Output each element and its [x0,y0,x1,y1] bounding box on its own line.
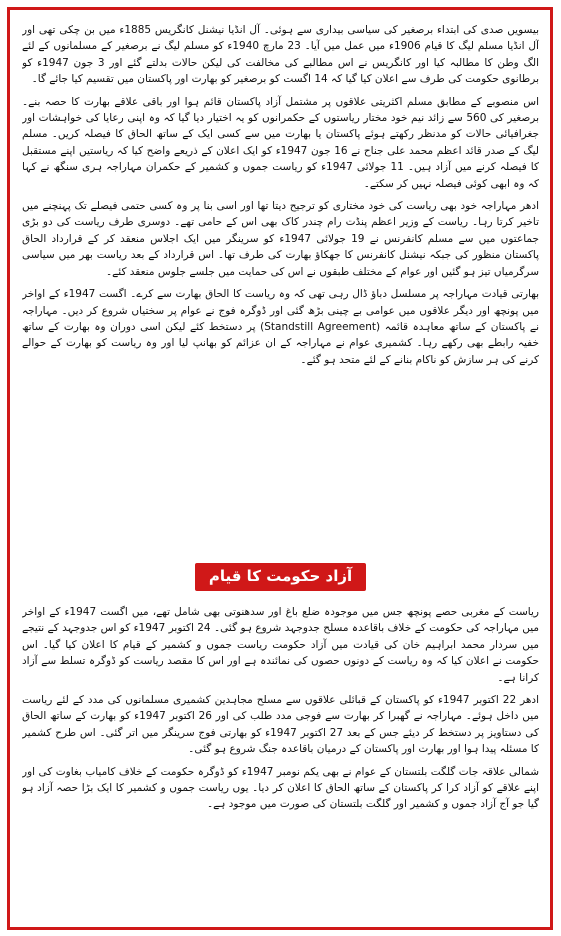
section-partition-text [22,22,539,550]
paragraph: بیسویں صدی کی ابتداء برصغیر کی سیاسی بیداری سے ہوئی۔ آل انڈیا نیشنل کانگریس 1885ء میں بن چکی تھی اور آل انڈیا مسلم لیگ کا قیام 1906ء میں عمل میں آیا۔ 23 مارچ 1940ء کو مسلم لیگ نے برصغیر کے مسلمانوں کے لئے الگ وطن کا مطالبہ کیا اور کانگریس نے اس مطالبے کی مخالفت کی لیکن حالات بدلتے گئے اور 3 جون 1947ء کو برطانوی حکومت کی طرف سے اعلان کیا گیا کہ 14 اگست کو برصغیر کو بھارت اور پاکستان میں تقسیم کیا جائے گا۔ [22,24,539,86]
paragraph: اس منصوبے کے مطابق مسلم اکثریتی علاقوں پر مشتمل آزاد پاکستان قائم ہوا اور باقی علاقے بھارت کا حصہ بنے۔ برصغیر کی 560 سے زائد نیم خود مختار ریاستوں کے حکمرانوں کو یہ اختیار دیا گیا کہ وہ اپنی رعایا کی خواہشات اور جغرافیائی حالات کو مدنظر رکھتے ہوئے پاکستان یا بھارت میں سے کسی ایک کے ساتھ الحاق کا فیصلہ کریں۔ مسلم لیگ کے صدر قائد اعظم محمد علی جناح نے 16 جون 1947ء کو ایک اعلان کے ذریعے واضح کیا کہ ریاستیں اپنے مستقبل کا فیصلہ کرنے میں آزاد ہیں۔ 11 جولائی 1947ء کو ریاست جموں و کشمیر کے حکمران مہاراجہ ہری سنگھ نے کہا کہ وہ ابھی کوئی فیصلہ نہیں کر سکتے۔ [22,95,539,190]
paragraph: شمالی علاقہ جات گلگت بلتستان کے عوام نے بھی یکم نومبر 1947ء کو ڈوگرہ حکومت کے خلاف کامیاب بغاوت کی اور اپنے علاقے کو آزاد کرا کر پاکستان کے ساتھ الحاق کا اعلان کر دیا۔ یوں ریاست جموں و کشمیر کا ایک بڑا حصہ آزاد ہو گیا جو آج آزاد جموں و کشمیر اور گلگت بلتستان کی صورت میں موجود ہے۔ [22,765,539,811]
section-heading: آزاد حکومت کا قیام [195,563,366,591]
paragraph: ریاست کے مغربی حصے پونچھ جس میں موجودہ ضلع باغ اور سدھنوتی بھی شامل تھے، میں اگست 1947ء کے اواخر میں مہاراجہ کی حکومت کے خلاف باقاعدہ مسلح جدوجہد شروع ہو گئی۔ 24 اکتوبر 1947ء کو اس جدوجہد کے نتیجے میں سردار محمد ابراہیم خان کی قیادت میں آزاد حکومت ریاست جموں و کشمیر کے قیام کا اعلان کیا گیا۔ اس حکومت نے اعلان کیا کہ وہ ریاست کے دونوں حصوں کی نمائندہ ہے اور اس کا مقصد ریاست کو ڈوگرہ تسلط سے آزاد کرانا ہے۔ [22,606,539,684]
section-heading-wrapper [0,560,561,594]
paragraph: بھارتی قیادت مہاراجہ پر مسلسل دباؤ ڈال رہی تھی کہ وہ ریاست کا الحاق بھارت سے کرے۔ اگست 1947ء کے اواخر میں پونچھ اور دیگر علاقوں میں عوامی بے چینی بڑھ گئی اور ڈوگرہ فوج نے عوام پر سختیاں شروع کر دیں۔ مہاراجہ نے پاکستان کے ساتھ معاہدہ قائمہ (Standstill Agreement) پر دستخط کئے لیکن اسی دوران وہ بھارت کے ساتھ خفیہ رابطے بھی رکھے رہا۔ کشمیری عوام نے مہاراجہ کے ان عزائم کو بھانپ لیا اور وہ ریاست کو بھارت کے حوالے کرنے کی ہر سازش کو ناکام بنانے کے لئے متحد ہو گئے۔ [22,288,539,366]
paragraph: ادھر مہاراجہ خود بھی ریاست کی خود مختاری کو ترجیح دیتا تھا اور اسی بنا پر وہ کسی حتمی فیصلے تک پہنچنے میں تاخیر کرتا رہا۔ ریاست کے وزیر اعظم پنڈت رام چندر کاک بھی اس کے حامی تھے۔ دوسری طرف ریاست کی دو بڑی جماعتوں میں سے مسلم کانفرنس نے 19 جولائی 1947ء کو سرینگر میں ایک اجلاس منعقد کر کے قرارداد الحاق پاکستان منظور کی جبکہ نیشنل کانفرنس کا جھکاؤ بھارت کی طرف تھا۔ اس قرارداد کے بعد ریاست بھر میں سیاسی سرگرمیاں تیز ہو گئیں اور عوام کے مختلف طبقوں نے اس کی حمایت میں جلسے جلوس منعقد کئے۔ [22,200,539,278]
paragraph: ادھر 22 اکتوبر 1947ء کو پاکستان کے قبائلی علاقوں سے مسلح مجاہدین کشمیری مسلمانوں کی مدد کے لئے ریاست میں داخل ہوئے۔ مہاراجہ نے گھبرا کر بھارت سے فوجی مدد طلب کی اور 26 اکتوبر 1947ء کو بھارت کے ساتھ الحاق کی دستاویز پر دستخط کر دیئے جس کے بعد 27 اکتوبر 1947ء کو بھارتی فوج سرینگر میں اتر گئی۔ اس طرح کشمیر کا مسئلہ پیدا ہوا اور بھارت اور پاکستان کے درمیان باقاعدہ جنگ شروع ہو گئی۔ [22,694,539,756]
section-azad-government-text [22,604,539,922]
